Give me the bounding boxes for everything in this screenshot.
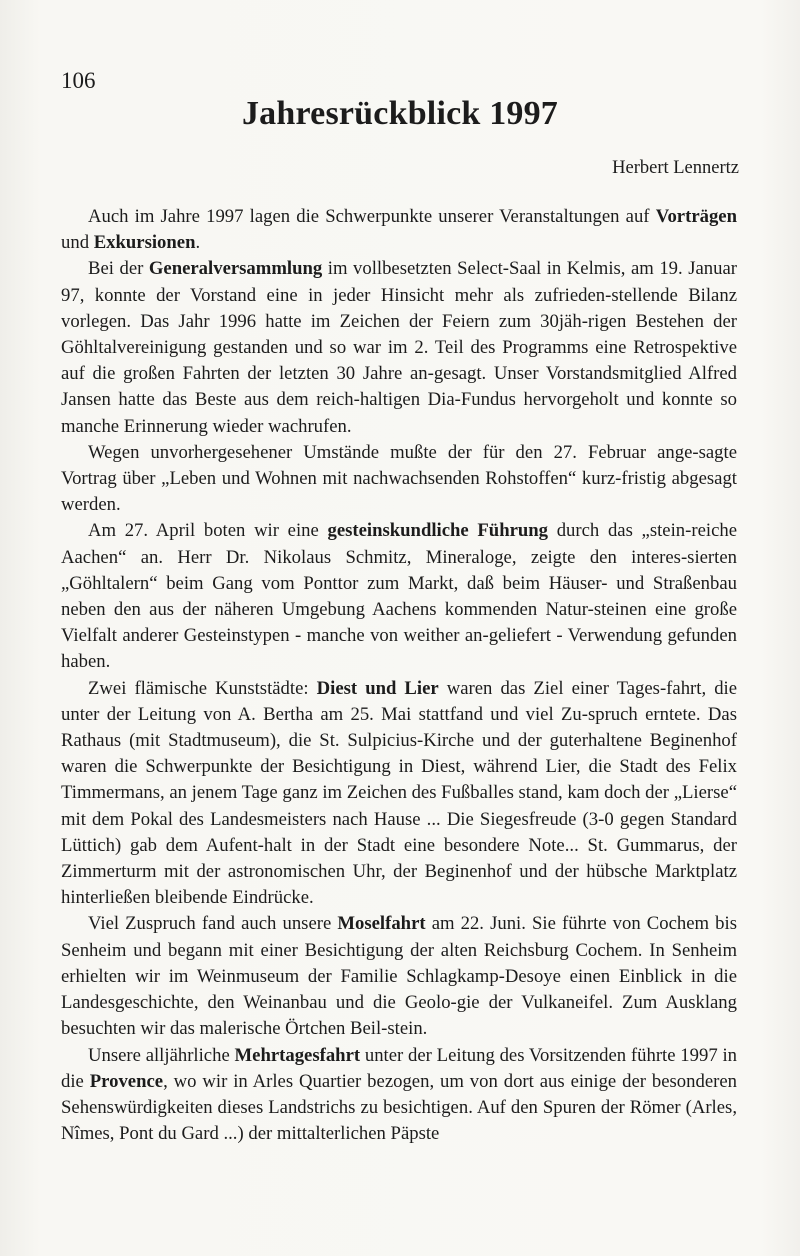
text-run: am 22. Juni. Sie führte von Cochem bis Senheim und begann mit einer Besichtigung der alten Reichsburg Cochem. In Senheim erhielten wir im Weinmuseum der Familie Schlagkamp-Desoye einen Einblick in die Landesgeschichte, den Weinanbau und die Geolo-gie der Vulkaneifel. Zum Ausklang besuchten wir das malerische Örtchen Beil-stein. xyxy=(61,913,737,1040)
page-number: 106 xyxy=(61,68,96,93)
text-run: Wegen unvorhergesehener Umstände mußte der für den 27. Februar ange-sagte Vortrag über „Leben und Wohnen mit nachwachsenden Rohstoffen“ kurz-fristig abgesagt werden. xyxy=(61,441,737,516)
text-run: . xyxy=(195,232,201,254)
article-body xyxy=(61,204,737,1147)
paragraph xyxy=(61,1043,737,1148)
text-run: Unsere alljährliche xyxy=(88,1044,235,1066)
page-title: Jahresrückblick 1997 xyxy=(241,95,558,132)
text-run: Auch im Jahre 1997 lagen die Schwerpunkte unserer Veranstaltungen auf xyxy=(88,206,656,227)
bold-phrase: Moselfahrt xyxy=(337,913,426,935)
text-run: und xyxy=(61,232,94,254)
bold-phrase: Provence xyxy=(89,1070,164,1092)
paragraph xyxy=(61,204,737,256)
paragraph xyxy=(61,440,737,519)
bold-phrase: Vorträgen xyxy=(655,206,737,227)
bold-phrase: Exkursionen xyxy=(93,232,196,254)
text-run: Viel Zuspruch fand auch unsere xyxy=(88,913,338,935)
text-run: Am 27. April boten wir eine xyxy=(88,520,328,542)
paragraph xyxy=(61,518,737,675)
paragraph xyxy=(61,911,737,1042)
paragraph xyxy=(61,676,737,912)
bold-phrase: Generalversammlung xyxy=(148,258,323,280)
bold-phrase: Mehrtagesfahrt xyxy=(234,1044,361,1066)
text-run: Bei der xyxy=(88,258,149,280)
author-name: Herbert Lennertz xyxy=(612,158,739,178)
paragraph xyxy=(61,256,737,439)
text-run: unter der Leitung des Vorsitzenden führte 1997 in die xyxy=(61,1044,737,1092)
text-run: durch das „stein-reiche Aachen“ an. Herr Dr. Nikolaus Schmitz, Mineraloge, zeigte den interes-sierten „Göhltalern“ beim Gang vom Ponttor zum Markt, daß beim Häuser- und Straßenbau neben den aus der näheren Umgebung Aachens kommenden Natur-steinen eine große Vielfalt anderer Gesteinstypen - manche von weither an-geliefert - Verwendung gefunden haben. xyxy=(61,520,738,673)
text-run: waren das Ziel einer Tages-fahrt, die unter der Leitung von A. Bertha am 25. Mai stattfand und viel Zu-spruch erntete. Das Rathaus (mit Stadtmuseum), die St. Sulpicius-Kirche und der guterhaltene Beginenhof waren die Schwerpunkte der Besichtigung in Diest, während Lier, die Stadt des Felix Timmermans, an jenem Tage ganz im Zeichen des Fußballes stand, kam doch der „Lierse“ mit dem Pokal des Landesmeisters nach Hause ... Die Siegesfreude (3-0 gegen Standard Lüttich) gab dem Aufent-halt in der Stadt eine besondere Note... St. Gummarus, der Zimmerturm mit der astronomischen Uhr, der Beginenhof und der hübsche Marktplatz hinterließen bleibende Eindrücke. xyxy=(61,677,738,909)
bold-phrase: gesteinskundliche Führung xyxy=(327,520,549,542)
text-run: , wo wir in Arles Quartier bezogen, um von dort aus einige der besonderen Sehenswürdigkeiten dieses Landstrichs zu besichtigen. Auf den Spuren der Römer (Arles, Nîmes, Pont du Gard ...) der mittalterlichen Päpste xyxy=(61,1070,737,1145)
text-run: Zwei flämische Kunststädte: xyxy=(88,677,317,699)
text-run: im vollbesetzten Select-Saal in Kelmis, am 19. Januar 97, konnte der Vorstand eine in jeder Hinsicht mehr als zufrieden-stellende Bilanz vorlegen. Das Jahr 1996 hatte im Zeichen der Feiern zum 30jäh-rigen Bestehen der Göhltalvereinigung gestanden und so war im 2. Teil des Programms eine Retrospektive auf die großen Fahrten der letzten 30 Jahre an-gesagt. Unser Vorstandsmitglied Alfred Jansen hatte das Beste aus dem reich-haltigen Dia-Fundus hervorgeholt und konnte so manche Erinnerung wieder wachrufen. xyxy=(61,258,738,437)
bold-phrase: Diest und Lier xyxy=(316,677,439,699)
